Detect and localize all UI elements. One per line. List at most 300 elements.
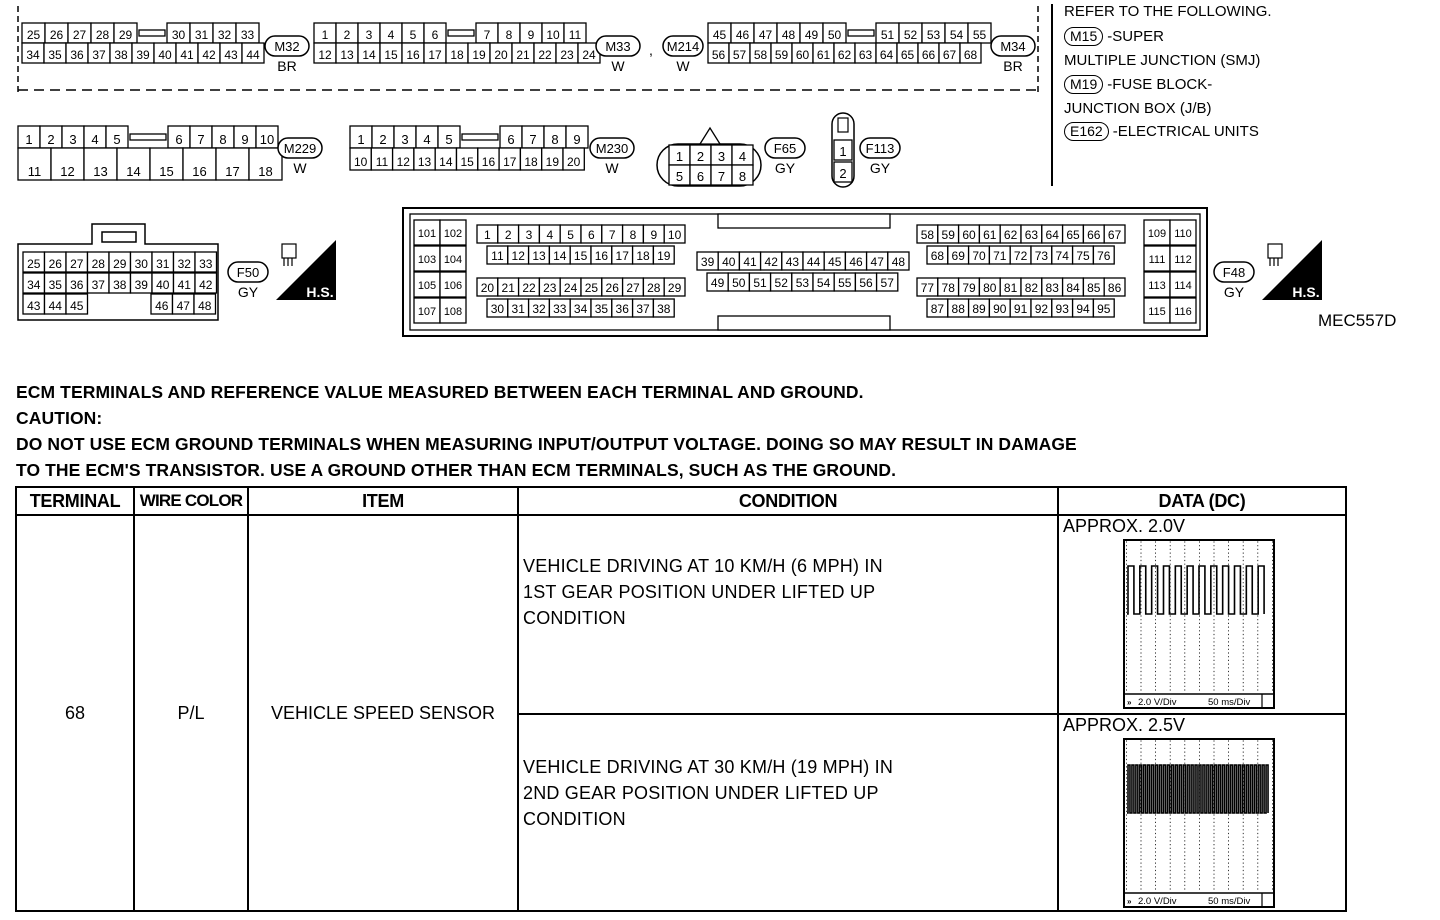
notice-heading: ECM TERMINALS AND REFERENCE VALUE MEASURED BETWEEN EACH TERMINAL AND GROUND.	[16, 382, 864, 402]
pin-label: 53	[795, 276, 810, 290]
pin-label: 4	[738, 149, 747, 164]
condition-line: VEHICLE DRIVING AT 10 KM/H (6 MPH) IN	[523, 555, 883, 576]
pin-label: 17	[225, 164, 240, 179]
pin-label: F113	[865, 141, 895, 156]
pin-label: 5	[113, 132, 121, 147]
pin-label: 17	[615, 249, 629, 263]
pin-label: 49	[804, 28, 819, 42]
pin-label: 110	[1174, 228, 1192, 240]
pin-label: 68	[930, 249, 945, 263]
pin-label: 21	[501, 281, 515, 295]
pin-label: 1	[357, 132, 365, 147]
header-condition: CONDITION	[518, 487, 1058, 515]
refer-item-m15	[1064, 27, 1164, 46]
ecm-key-bottom	[718, 316, 890, 330]
pin-label: 2	[379, 132, 387, 147]
pin-label: 55	[838, 276, 852, 290]
pin-label: M229	[283, 141, 317, 156]
pin-label: 17	[428, 48, 442, 62]
pin-label: 6	[588, 228, 595, 242]
pin-label: 92	[1034, 302, 1049, 316]
pin-label: 50	[732, 276, 746, 290]
pin-label: 51	[880, 28, 895, 42]
pin-label: 81	[1003, 281, 1018, 295]
pin-label: 13	[532, 249, 546, 263]
pin-label: 50	[827, 28, 842, 42]
pin-label: 66	[921, 48, 936, 62]
pin-label: 104	[443, 254, 463, 266]
pin-label: 46	[155, 299, 169, 313]
pin-label: 5	[409, 28, 417, 42]
connector-slot	[139, 30, 165, 36]
hs-label: H.S.	[1292, 284, 1320, 300]
pin-label: 48	[781, 28, 796, 42]
pin-label: 66	[1087, 228, 1101, 242]
pin-label: 8	[505, 28, 513, 42]
refer-item-text: -FUSE BLOCK-	[1107, 76, 1213, 93]
pin-label: 63	[858, 48, 873, 62]
pin-label: 45	[828, 255, 842, 269]
pin-label: 62	[1003, 228, 1018, 242]
pin-label: 33	[199, 257, 213, 271]
pin-label: 6	[175, 132, 183, 147]
pin-label: 10	[259, 132, 275, 147]
pin-label: 52	[903, 28, 918, 42]
pin-label: 41	[743, 255, 757, 269]
pin-label: 26	[48, 257, 62, 271]
pin-label: 8	[551, 132, 559, 147]
pin-label: 113	[1148, 280, 1166, 292]
pin-label: 20	[494, 48, 508, 62]
pin-label: 79	[962, 281, 976, 295]
pin-label: M214	[666, 39, 700, 54]
pin-label: 47	[176, 299, 190, 313]
pin-label: 49	[710, 276, 725, 290]
scope-volt-div: 2.0 V/Div	[1138, 896, 1177, 907]
pin-label: GY	[237, 284, 259, 300]
pin-label: 34	[26, 48, 40, 62]
pin-label: 3	[717, 149, 726, 164]
pin-label: 25	[26, 28, 41, 42]
pin-label: 34	[27, 278, 41, 292]
pin-label: 40	[722, 255, 736, 269]
pin-label: 43	[785, 255, 800, 269]
pin-label: 22	[522, 281, 536, 295]
pin-label: 68	[963, 48, 978, 62]
pin-label: 48	[891, 255, 906, 269]
header-wire-color: WIRE COLOR	[134, 487, 248, 515]
pin-label: 46	[735, 28, 750, 42]
refer-item-e162	[1064, 122, 1259, 141]
pin-label: 13	[93, 164, 108, 179]
pin-label: 25	[584, 281, 599, 295]
condition-cell	[518, 515, 1058, 714]
scope-trigger-icon: »	[1127, 897, 1132, 906]
pin-label: 43	[224, 48, 238, 62]
pin-label: 8	[219, 132, 227, 147]
pin-label: F50	[236, 265, 260, 280]
pin-label: 46	[849, 255, 863, 269]
pin-label: 105	[417, 280, 437, 292]
hs-label: H.S.	[306, 284, 334, 300]
pin-label: 91	[1013, 302, 1028, 316]
pin-label: 62	[837, 48, 852, 62]
pin-label: F48	[1222, 265, 1246, 280]
pin-label: 14	[439, 155, 453, 169]
refer-item-text: -ELECTRICAL UNITS	[1112, 123, 1259, 140]
pin-label: 65	[1066, 228, 1080, 242]
condition-line: CONDITION	[523, 808, 626, 829]
connector-code-badge: M19	[1064, 75, 1103, 94]
pin-label: 39	[136, 48, 150, 62]
pin-label: BR	[277, 58, 297, 74]
pin-label: 112	[1174, 254, 1192, 266]
pin-label: 2	[343, 28, 351, 42]
caution-label: CAUTION:	[16, 408, 103, 428]
pin-label: 34	[573, 302, 588, 316]
pin-label: 7	[717, 169, 726, 184]
pin-label: 60	[962, 228, 976, 242]
pin-label: 5	[567, 228, 574, 242]
connector-slot	[462, 134, 498, 140]
pin-label: 90	[993, 302, 1007, 316]
pin-label: 5	[445, 132, 453, 147]
pin-label: 61	[983, 228, 997, 242]
pin-label: 24	[563, 281, 578, 295]
table-row	[16, 515, 1346, 714]
scope-time-div: 50 ms/Div	[1208, 697, 1251, 708]
pin-label: 58	[753, 48, 768, 62]
pin-label: M230	[595, 141, 629, 156]
pin-label: 2	[696, 149, 705, 164]
pin-label: 53	[926, 28, 941, 42]
harness-side-icon	[1262, 240, 1322, 300]
refer-item-m19	[1064, 75, 1212, 94]
pin-label: 52	[774, 276, 788, 290]
pin-label: 43	[27, 299, 41, 313]
pin-label: 61	[816, 48, 831, 62]
pin-label: BR	[1003, 58, 1023, 74]
pin-label: ,	[649, 42, 653, 58]
pin-label: 36	[70, 278, 84, 292]
pin-label: 39	[134, 278, 148, 292]
pin-label: 30	[134, 257, 148, 271]
pin-label: 30	[171, 28, 186, 42]
connector-key	[700, 128, 720, 144]
pin-label: 35	[48, 48, 62, 62]
pin-label: W	[605, 160, 619, 176]
connector-glyph	[1268, 244, 1282, 258]
pin-label: 74	[1055, 249, 1069, 263]
condition-line: CONDITION	[523, 607, 626, 628]
header-item: ITEM	[248, 487, 518, 515]
pin-label: 15	[384, 48, 398, 62]
pin-label: 25	[27, 257, 41, 271]
pin-label: GY	[869, 160, 891, 176]
pin-label: 12	[60, 164, 75, 179]
pin-label: 23	[560, 48, 574, 62]
pin-label: 21	[516, 48, 530, 62]
pin-label: 4	[423, 132, 431, 147]
pin-label: 26	[49, 28, 64, 42]
pin-label: 56	[711, 48, 726, 62]
pin-label: 27	[626, 281, 640, 295]
pin-label: 71	[993, 249, 1007, 263]
pin-label: 89	[972, 302, 986, 316]
wire-color-cell: P/L	[134, 515, 248, 911]
connector-code-badge: M15	[1064, 27, 1103, 46]
pin-label: 19	[657, 249, 671, 263]
pin-label: 106	[443, 280, 463, 292]
pin-label: 37	[636, 302, 650, 316]
data-cell	[1058, 515, 1346, 714]
pin-label: 10	[667, 228, 682, 242]
figure-code: MEC557D	[1318, 311, 1397, 330]
pin-label: 54	[949, 28, 964, 42]
pin-label: 32	[177, 257, 191, 271]
pin-label: 40	[156, 278, 170, 292]
pin-label: 108	[443, 306, 463, 318]
pin-label: 1	[321, 28, 329, 42]
pin-label: 84	[1066, 281, 1080, 295]
pin-label: 4	[91, 132, 99, 147]
refer-heading: REFER TO THE FOLLOWING.	[1064, 3, 1272, 20]
pin-label: 28	[91, 257, 105, 271]
pin-label: 33	[240, 28, 255, 42]
pin-label: 22	[538, 48, 552, 62]
pin-label: 64	[879, 48, 894, 62]
pin-label: 85	[1087, 281, 1101, 295]
pin-label: 42	[202, 48, 216, 62]
pin-label: 10	[353, 155, 368, 169]
pin-label: 107	[417, 306, 437, 318]
pin-label: 36	[615, 302, 629, 316]
pin-label: 35	[594, 302, 609, 316]
pin-label: GY	[774, 160, 796, 176]
pin-label: 18	[636, 249, 650, 263]
pin-label: 16	[192, 164, 207, 179]
data-cell	[1058, 714, 1346, 911]
pin-label: 11	[491, 249, 504, 263]
pin-label: 9	[573, 132, 581, 147]
refer-item-line2: JUNCTION BOX (J/B)	[1064, 100, 1212, 117]
pin-label: 58	[920, 228, 935, 242]
pin-label: 39	[700, 255, 715, 269]
pin-label: 86	[1107, 281, 1122, 295]
pin-label: 37	[92, 48, 106, 62]
pin-label: 88	[951, 302, 965, 316]
pin-label: 10	[546, 28, 560, 42]
caution-text-1: DO NOT USE ECM GROUND TERMINALS WHEN MEASURING INPUT/OUTPUT VOLTAGE. DOING SO MAY RESULT IN DAMAGE	[16, 434, 1077, 454]
pin-label: 44	[806, 255, 821, 269]
pin-label: 44	[246, 48, 260, 62]
scope-time-div: 50 ms/Div	[1208, 896, 1251, 907]
pin-label: 24	[582, 48, 596, 62]
pin-label: 101	[417, 228, 437, 240]
pin-label: 6	[431, 28, 439, 42]
terminal-table	[15, 486, 1347, 912]
pin-label: 57	[732, 48, 747, 62]
oscilloscope-waveform	[1122, 538, 1276, 710]
pin-label: 7	[197, 132, 205, 147]
pin-label: 6	[507, 132, 515, 147]
pin-label: 1	[839, 144, 847, 159]
pin-label: 57	[880, 276, 894, 290]
pin-label: 1	[675, 149, 684, 164]
pin-label: 65	[900, 48, 915, 62]
pin-label: 9	[241, 132, 249, 147]
pin-label: 12	[511, 249, 525, 263]
pin-label: 16	[594, 249, 609, 263]
condition-line: 2ND GEAR POSITION UNDER LIFTED UP	[523, 782, 879, 803]
pin-label: 36	[70, 48, 84, 62]
pin-label: 51	[753, 276, 767, 290]
pin-label: W	[676, 58, 690, 74]
pin-label: 94	[1076, 302, 1090, 316]
pin-label: 11	[568, 28, 582, 42]
connector-glyph	[282, 244, 296, 258]
pin-label: 23	[543, 281, 557, 295]
pin-label: 59	[774, 48, 789, 62]
pin-label: 1	[484, 228, 491, 242]
pin-label: 27	[72, 28, 87, 42]
pin-label: 54	[816, 276, 831, 290]
connector-key	[838, 118, 848, 132]
pin-label: 14	[126, 164, 141, 179]
pin-label: 7	[529, 132, 537, 147]
pin-label: 9	[527, 28, 535, 42]
refer-item-text: -SUPER	[1107, 28, 1164, 45]
pin-label: 13	[340, 48, 354, 62]
pin-label: 45	[70, 299, 84, 313]
condition-cell	[518, 714, 1058, 911]
pin-label: 2	[504, 228, 512, 242]
pin-label: 11	[27, 164, 42, 179]
pin-label: 18	[524, 155, 538, 169]
pin-label: 38	[114, 48, 128, 62]
pin-label: 40	[158, 48, 172, 62]
pin-label: 16	[406, 48, 420, 62]
pin-label: 76	[1097, 249, 1111, 263]
pin-label: 14	[362, 48, 376, 62]
caution-text-2: TO THE ECM'S TRANSISTOR. USE A GROUND OTHER THAN ECM TERMINALS, SUCH AS THE GROUND.	[16, 460, 897, 480]
pin-label: 55	[972, 28, 987, 42]
pin-label: 42	[764, 255, 778, 269]
pin-label: 12	[318, 48, 332, 62]
header-terminal: TERMINAL	[16, 487, 134, 515]
pin-label: M33	[605, 39, 631, 54]
pin-label: 59	[941, 228, 955, 242]
pin-label: 8	[738, 169, 747, 184]
pin-label: M32	[274, 39, 300, 54]
pin-label: 70	[972, 249, 986, 263]
pin-label: 12	[396, 155, 410, 169]
pin-label: 83	[1045, 281, 1059, 295]
pin-label: 7	[483, 28, 491, 42]
condition-line: VEHICLE DRIVING AT 30 KM/H (19 MPH) IN	[523, 756, 894, 777]
pin-label: 37	[91, 278, 105, 292]
pin-label: 33	[553, 302, 567, 316]
pin-label: 95	[1097, 302, 1111, 316]
pin-label: 56	[859, 276, 873, 290]
pin-label: 41	[177, 278, 191, 292]
pin-label: 32	[217, 28, 232, 42]
pin-label: 47	[758, 28, 773, 42]
pin-label: 15	[460, 155, 474, 169]
pin-label: 102	[443, 228, 463, 240]
pin-label: 28	[647, 281, 661, 295]
pin-label: 114	[1174, 280, 1192, 292]
pin-label: 20	[566, 155, 581, 169]
connector-code-badge: E162	[1064, 122, 1109, 141]
pin-label: 1	[25, 132, 33, 147]
pin-label: 18	[258, 164, 273, 179]
oscilloscope-waveform	[1122, 737, 1276, 909]
pin-label: 16	[481, 155, 496, 169]
pin-label: 9	[650, 228, 658, 242]
pin-label: 31	[511, 302, 525, 316]
pin-label: 87	[930, 302, 945, 316]
pin-label: GY	[1223, 284, 1245, 300]
pin-label: W	[293, 160, 307, 176]
pin-label: 3	[525, 228, 533, 242]
pin-label: 5	[675, 169, 684, 184]
pin-label: 77	[920, 281, 935, 295]
pin-label: 15	[159, 164, 174, 179]
pin-label: W	[611, 58, 625, 74]
pin-label: 14	[553, 249, 567, 263]
connector-key	[102, 232, 136, 242]
connector-slot	[848, 30, 874, 36]
pin-label: 32	[532, 302, 546, 316]
pin-label: 64	[1045, 228, 1059, 242]
pin-label: 103	[417, 254, 437, 266]
pin-label: 109	[1147, 228, 1167, 240]
pin-label: 38	[657, 302, 671, 316]
pin-label: 4	[387, 28, 395, 42]
condition-line: 1ST GEAR POSITION UNDER LIFTED UP	[523, 581, 876, 602]
pin-label: 4	[546, 228, 554, 242]
pin-label: 48	[198, 299, 212, 313]
pin-label: 45	[712, 28, 727, 42]
pin-label: 27	[70, 257, 84, 271]
pin-label: 72	[1013, 249, 1028, 263]
pin-label: 8	[629, 228, 637, 242]
pin-label: 7	[608, 228, 616, 242]
pin-label: 18	[450, 48, 464, 62]
refer-item-line2: MULTIPLE JUNCTION (SMJ)	[1064, 52, 1261, 69]
pin-label: 31	[194, 28, 209, 42]
pin-label: 93	[1055, 302, 1069, 316]
pin-label: 63	[1024, 228, 1039, 242]
pin-label: 19	[472, 48, 486, 62]
pin-label: 47	[870, 255, 884, 269]
pin-label: 41	[180, 48, 194, 62]
pin-label: 3	[401, 132, 409, 147]
pin-label: 60	[795, 48, 810, 62]
pin-label: 115	[1148, 306, 1166, 318]
pin-label: 13	[417, 155, 432, 169]
pin-label: 31	[156, 257, 170, 271]
harness-side-icon	[276, 240, 336, 300]
pin-label: F65	[773, 141, 797, 156]
pin-label: 67	[942, 48, 957, 62]
pin-label: 11	[375, 155, 389, 169]
pin-label: M34	[1000, 39, 1026, 54]
scope-trigger-icon: »	[1127, 698, 1132, 707]
pin-label: 80	[983, 281, 997, 295]
pin-label: 28	[95, 28, 110, 42]
